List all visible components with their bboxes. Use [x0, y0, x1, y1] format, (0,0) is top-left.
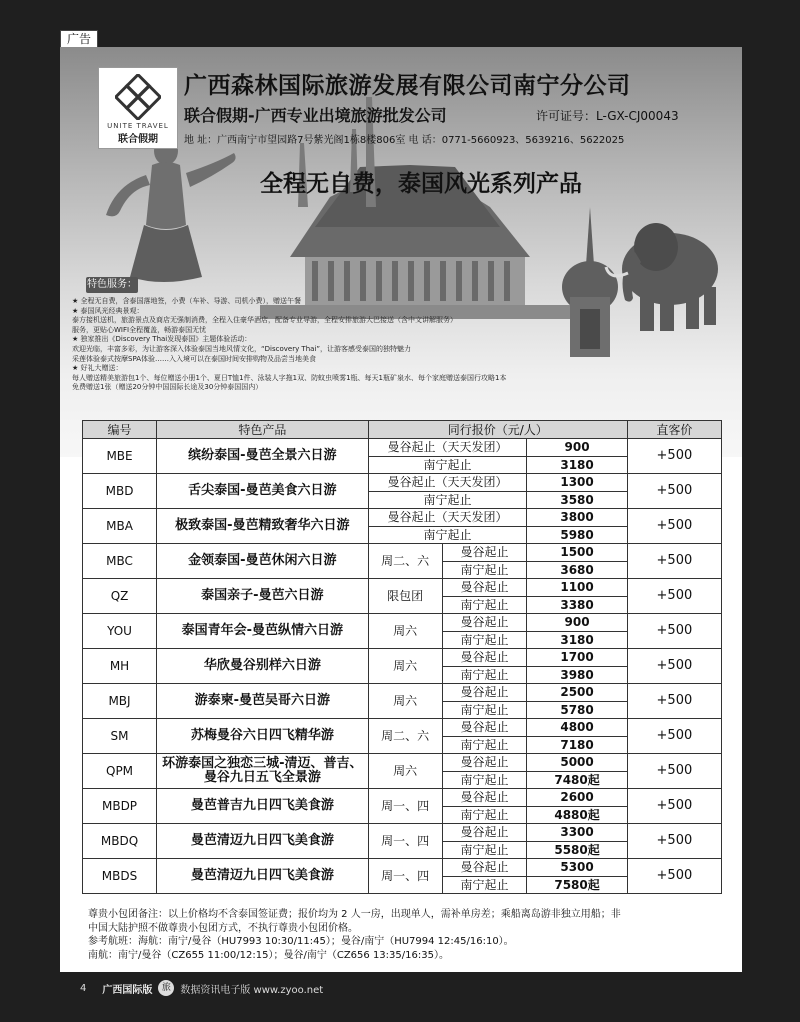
product-code: MBA: [83, 509, 157, 544]
product-code: MBJ: [83, 684, 157, 719]
features-line: ★ 泰国风光经典景观：: [72, 306, 144, 315]
headline: 全程无自费，泰国风光系列产品: [260, 171, 582, 197]
route-label: 曼谷起止: [442, 544, 527, 562]
features-line: 欢迎光临，丰富多彩，为让游客深入体验泰国当地风情文化，“Discovery Thai”，让游客感受泰国的独特魅力: [72, 344, 412, 353]
table-row: [83, 824, 722, 842]
product-name: [157, 649, 369, 684]
features-line: 每人赠送精美旅游包1个、每位赠送小册1个、夏日T恤1件、泳装人字拖1双、防蚊虫喷雾1瓶、每天1瓶矿泉水、每个家庭赠送泰国行攻略1本: [72, 373, 507, 382]
product-name-line: 舌尖泰国-曼芭美食六日游: [188, 483, 337, 498]
table-row: [83, 439, 722, 457]
features-line: ★ 好礼大赠送：: [72, 364, 123, 373]
peer-price: 3180: [527, 631, 628, 649]
peer-price: 7180: [527, 736, 628, 754]
route-label: 南宁起止: [442, 701, 527, 719]
route-label: 曼谷起止: [442, 824, 527, 842]
logo-chinese-text: 联合假期: [118, 134, 158, 145]
peer-price: 900: [527, 614, 628, 632]
product-name: [157, 859, 369, 894]
peer-price: 3180: [527, 456, 628, 474]
notes-block: [88, 908, 728, 962]
route-label: 曼谷起止（天天发团）: [368, 439, 527, 457]
note-line: 参考航班：海航：南宁/曼谷（HU7993 10:30/11:45）；曼谷/南宁（HU7994 12:45/16:10）。: [88, 936, 514, 947]
features-list: [72, 297, 732, 393]
route-label: 南宁起止: [442, 666, 527, 684]
departure-days: 周六: [368, 614, 442, 649]
route-label: 曼谷起止: [442, 649, 527, 667]
departure-days: 周六: [368, 684, 442, 719]
product-name: [157, 439, 369, 474]
table-row: [83, 509, 722, 527]
product-code: MBDQ: [83, 824, 157, 859]
departure-days: 周六: [368, 754, 442, 789]
header-product: 特色产品: [157, 421, 369, 439]
departure-days: 周二、六: [368, 719, 442, 754]
table-row: [83, 719, 722, 737]
table-row: [83, 474, 722, 492]
product-code: MBC: [83, 544, 157, 579]
product-name: [157, 579, 369, 614]
unite-travel-logo: [98, 67, 178, 149]
product-name-line: 苏梅曼谷六日四飞精华游: [190, 728, 334, 743]
table-row: [83, 544, 722, 562]
route-label: 曼谷起止: [442, 614, 527, 632]
product-code: YOU: [83, 614, 157, 649]
magazine-name: 广西国际版: [102, 984, 153, 996]
direct-price: +500: [627, 649, 721, 684]
departure-days: 周二、六: [368, 544, 442, 579]
departure-days: 周一、四: [368, 789, 442, 824]
product-name: [157, 789, 369, 824]
peer-price: 3300: [527, 824, 628, 842]
table-row: [83, 859, 722, 877]
features-line: ★ 独家推出《Discovery Thai发现泰国》主题体验活动：: [72, 335, 252, 344]
header-peer-price: 同行报价（元/人）: [368, 421, 627, 439]
peer-price: 2600: [527, 789, 628, 807]
direct-price: +500: [627, 824, 721, 859]
direct-price: +500: [627, 684, 721, 719]
peer-price: 1100: [527, 579, 628, 597]
peer-price: 5000: [527, 754, 628, 772]
product-name-line: 曼芭清迈九日四飞美食游: [190, 833, 334, 848]
product-name: [157, 719, 369, 754]
product-name-line: 极致泰国-曼芭精致奢华六日游: [175, 518, 350, 533]
product-name: [157, 509, 369, 544]
table-row: [83, 754, 722, 772]
product-code: MH: [83, 649, 157, 684]
product-name: [157, 544, 369, 579]
route-label: 南宁起止: [442, 736, 527, 754]
header-code: 编号: [83, 421, 157, 439]
table-row: [83, 614, 722, 632]
peer-price: 900: [527, 439, 628, 457]
route-label: 曼谷起止: [442, 754, 527, 772]
peer-price: 2500: [527, 684, 628, 702]
product-code: QZ: [83, 579, 157, 614]
route-label: 南宁起止: [442, 561, 527, 579]
page-footer: [80, 980, 323, 996]
table-row: [83, 789, 722, 807]
peer-price: 3680: [527, 561, 628, 579]
ad-label: 广告: [60, 30, 98, 48]
product-name-line: 曼芭普吉九日四飞美食游: [190, 798, 334, 813]
peer-price: 4880起: [527, 806, 628, 824]
route-label: 曼谷起止: [442, 719, 527, 737]
peer-price: 4800: [527, 719, 628, 737]
product-code: QPM: [83, 754, 157, 789]
knot-icon: [115, 74, 161, 120]
company-address: 地 址：广西南宁市望园路7号紫光阁1栋8楼806室 电 话：0771-5660923、5639216、5622025: [184, 135, 625, 146]
route-label: 曼谷起止（天天发团）: [368, 509, 527, 527]
header-direct: 直客价: [627, 421, 721, 439]
price-table: [82, 420, 722, 894]
logo-english-text: UNITE TRAVEL: [107, 122, 169, 130]
peer-price: 5580起: [527, 841, 628, 859]
peer-price: 7580起: [527, 876, 628, 894]
route-label: 南宁起止: [442, 771, 527, 789]
product-name-line: 华欣曼谷别样六日游: [203, 658, 321, 673]
peer-price: 3380: [527, 596, 628, 614]
product-name-line: 环游泰国之独恋三城-清迈、普吉、: [162, 756, 363, 771]
direct-price: +500: [627, 754, 721, 789]
company-name: 广西森林国际旅游发展有限公司南宁分公司: [184, 73, 631, 99]
peer-price: 3580: [527, 491, 628, 509]
table-row: [83, 579, 722, 597]
direct-price: +500: [627, 789, 721, 824]
table-row: [83, 649, 722, 667]
direct-price: +500: [627, 474, 721, 509]
magazine-badge-icon: 旅: [158, 980, 174, 996]
product-name-line: 泰国青年会-曼芭纵情六日游: [181, 623, 344, 638]
direct-price: +500: [627, 439, 721, 474]
product-name-line: 游泰柬-曼芭吴哥六日游: [194, 693, 331, 708]
product-name: [157, 754, 369, 789]
company-subtitle: 联合假期-广西专业出境旅游批发公司: [184, 106, 447, 125]
peer-price: 3800: [527, 509, 628, 527]
route-label: 南宁起止: [368, 526, 527, 544]
route-label: 南宁起止: [368, 456, 527, 474]
departure-days: 周一、四: [368, 824, 442, 859]
route-label: 南宁起止: [442, 876, 527, 894]
features-label: 特色服务：: [86, 277, 138, 293]
direct-price: +500: [627, 544, 721, 579]
direct-price: +500: [627, 579, 721, 614]
product-name: [157, 474, 369, 509]
peer-price: 5780: [527, 701, 628, 719]
peer-price: 3980: [527, 666, 628, 684]
price-table-body: [83, 439, 722, 894]
product-name-line: 金领泰国-曼芭休闲六日游: [188, 553, 337, 568]
product-code: SM: [83, 719, 157, 754]
product-name-line: 曼芭清迈九日四飞美食游: [190, 868, 334, 883]
route-label: 南宁起止: [442, 596, 527, 614]
product-name-line: 缤纷泰国-曼芭全景六日游: [188, 448, 337, 463]
departure-days: 周一、四: [368, 859, 442, 894]
route-label: 曼谷起止: [442, 789, 527, 807]
product-name: [157, 614, 369, 649]
peer-price: 1300: [527, 474, 628, 492]
product-code: MBE: [83, 439, 157, 474]
note-line: 中国大陆护照不做尊贵小包团方式，不执行尊贵小包团价格。: [88, 922, 358, 934]
route-label: 曼谷起止: [442, 579, 527, 597]
peer-price: 1500: [527, 544, 628, 562]
note-line: 尊贵小包团备注：以上价格均不含泰国签证费；报价均为 2 人一房，出现单人，需补单房差；乘船离岛游非独立用船；非: [88, 909, 621, 920]
route-label: 南宁起止: [442, 806, 527, 824]
note-line: 南航：南宁/曼谷（CZ655 11:00/12:15）；曼谷/南宁（CZ656 13:35/16:35）。: [88, 949, 449, 961]
features-line: 免费赠送1张（赠送20分钟中国国际长途及30分钟泰国国内）: [72, 383, 263, 392]
route-label: 曼谷起止: [442, 859, 527, 877]
direct-price: +500: [627, 509, 721, 544]
peer-price: 5300: [527, 859, 628, 877]
direct-price: +500: [627, 859, 721, 894]
peer-price: 1700: [527, 649, 628, 667]
route-label: 南宁起止: [368, 491, 527, 509]
site-link[interactable]: 数据资讯电子版 www.zyoo.net: [180, 984, 324, 996]
product-code: MBDS: [83, 859, 157, 894]
advert-page: [60, 47, 742, 972]
features-line: 服务，更贴心WIFI全程覆盖，畅游泰国无忧: [72, 325, 207, 334]
peer-price: 5980: [527, 526, 628, 544]
features-line: ★ 全程无自费，含泰国落地签，小费（车补、导游、司机小费），赠送午餐: [72, 297, 301, 305]
table-row: [83, 684, 722, 702]
route-label: 曼谷起止: [442, 684, 527, 702]
features-line: 采莲体验泰式按摩SPA体验……入入境可以在泰国时间安排购物及品尝当地美食: [72, 354, 317, 363]
product-name: [157, 824, 369, 859]
route-label: 曼谷起止（天天发团）: [368, 474, 527, 492]
product-name: [157, 684, 369, 719]
product-name-line: 泰国亲子-曼芭六日游: [201, 588, 324, 603]
license-number: 许可证号：L-GX-CJ00043: [536, 109, 679, 123]
features-line: 泰方接机送机，旅游景点及商店无强制消费，全程入住豪华酒店，配备专业导游，全程安排旅游大巴接送（含中文讲解服务）: [72, 316, 457, 325]
departure-days: 限包团: [368, 579, 442, 614]
route-label: 南宁起止: [442, 841, 527, 859]
route-label: 南宁起止: [442, 631, 527, 649]
peer-price: 7480起: [527, 771, 628, 789]
price-table-header: [83, 421, 722, 439]
product-code: MBDP: [83, 789, 157, 824]
departure-days: 周六: [368, 649, 442, 684]
direct-price: +500: [627, 614, 721, 649]
page-number: 4: [80, 982, 87, 994]
direct-price: +500: [627, 719, 721, 754]
product-code: MBD: [83, 474, 157, 509]
product-name-line: 曼谷九日五飞全景游: [203, 770, 321, 785]
